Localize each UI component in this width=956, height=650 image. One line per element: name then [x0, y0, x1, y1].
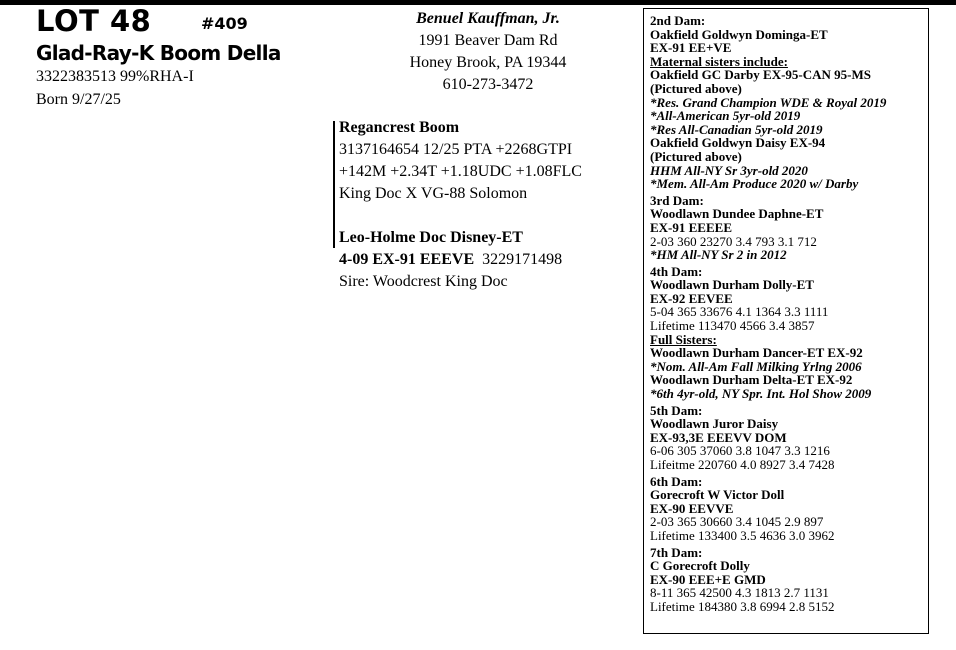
breeder-block [380, 8, 596, 96]
pedigree-line: 2nd Dam: [650, 13, 706, 28]
pedigree-box [643, 8, 929, 634]
pedigree-line: 6-06 305 37060 3.8 1047 3.3 1216 [650, 443, 830, 459]
dam-info [339, 251, 562, 269]
pedigree-line: EX-92 EEVEE [650, 290, 733, 306]
pedigree-line: Oakfield Goldwyn Daisy EX-94 [650, 135, 826, 151]
pedigree-line: Gorecroft W Victor Doll [650, 487, 785, 503]
pedigree-line: EX-91 EEEEE [650, 219, 732, 235]
breeder-city: Honey Brook, PA 19344 [409, 54, 567, 71]
pedigree-line: 8-11 365 42500 4.3 1813 2.7 1131 [650, 585, 829, 601]
dam-classification: 4-09 EX-91 EEEVE [339, 251, 475, 268]
pedigree-line: *Nom. All-Am Fall Milking Yrlng 2006 [650, 358, 862, 374]
pedigree-line: EX-93,3E EEEVV DOM [650, 429, 787, 445]
lot-label: LOT 48 [36, 4, 152, 38]
pedigree-line: Full Sisters: [650, 331, 717, 347]
pedigree-line: Woodlawn Juror Daisy [650, 416, 779, 432]
pedigree-line: Oakfield GC Darby EX-95-CAN 95-MS [650, 67, 871, 83]
dam-registration: 3229171498 [482, 251, 563, 268]
animal-registration: 3322383513 99%RHA-I [36, 68, 194, 85]
dam-sire: Sire: Woodcrest King Doc [339, 273, 508, 290]
pedigree-line: 5-04 365 33676 4.1 1364 3.3 1111 [650, 304, 829, 320]
pedigree-line: Woodlawn Durham Dolly-ET [650, 277, 814, 293]
breeder-name: Benuel Kauffman, Jr. [416, 10, 560, 27]
pedigree-line: Lifetime 184380 3.8 6994 2.8 5152 [650, 598, 835, 614]
dam-name: Leo-Holme Doc Disney-ET [339, 229, 523, 246]
pedigree-line: *Res All-Canadian 5yr-old 2019 [650, 121, 823, 137]
pedigree-line: *Mem. All-Am Produce 2020 w/ Darby [650, 176, 859, 192]
breeder-phone: 610-273-3472 [442, 76, 534, 93]
pedigree-line: Woodlawn Durham Delta-ET EX-92 [650, 372, 853, 388]
pedigree-line: Lifeitme 220760 4.0 8927 3.4 7428 [650, 457, 835, 472]
pedigree-line: *All-American 5yr-old 2019 [650, 108, 801, 124]
animal-name: Glad-Ray-K Boom Della [36, 41, 281, 65]
sire-bracket [333, 121, 335, 248]
pedigree-line: *Res. Grand Champion WDE & Royal 2019 [650, 94, 887, 110]
lot-number: #409 [201, 14, 248, 33]
pedigree-line: (Pictured above) [650, 80, 742, 96]
pedigree-line: Lifetime 133400 3.5 4636 3.0 3962 [650, 527, 835, 543]
pedigree-line: 2-03 360 23270 3.4 793 3.1 712 [650, 233, 817, 249]
animal-born-date: Born 9/27/25 [36, 91, 121, 108]
pedigree-line: 3rd Dam: [650, 192, 704, 208]
sire-pedigree: King Doc X VG-88 Solomon [339, 185, 528, 202]
pedigree-line: EX-90 EEE+E GMD [650, 571, 766, 587]
pedigree-line: *HM All-NY Sr 2 in 2012 [650, 247, 787, 263]
pedigree-line: HHM All-NY Sr 3yr-old 2020 [650, 162, 808, 178]
pedigree-line: C Gorecroft Dolly [650, 558, 750, 574]
pedigree-line: 6th Dam: [650, 473, 703, 489]
pedigree-line: 4th Dam: [650, 263, 703, 279]
pedigree-line: 7th Dam: [650, 544, 703, 560]
pedigree-line: Lifetime 113470 4566 3.4 3857 [650, 318, 815, 334]
pedigree-line: EX-91 EE+VE [650, 40, 732, 56]
pedigree-line: Maternal sisters include: [650, 53, 788, 69]
pedigree-line: (Pictured above) [650, 148, 742, 164]
pedigree-line: 2-03 365 30660 3.4 1045 2.9 897 [650, 514, 824, 530]
sire-proof: +142M +2.34T +1.18UDC +1.08FLC [339, 163, 582, 180]
sire-registration-pta: 3137164654 12/25 PTA +2268GTPI [339, 141, 573, 158]
breeder-address: 1991 Beaver Dam Rd [418, 32, 558, 49]
pedigree-line: Oakfield Goldwyn Dominga-ET [650, 26, 828, 42]
pedigree-line: Woodlawn Durham Dancer-ET EX-92 [650, 345, 863, 361]
pedigree-line: Woodlawn Dundee Daphne-ET [650, 206, 824, 222]
pedigree-line: 5th Dam: [650, 402, 703, 418]
pedigree-line: EX-90 EEVVE [650, 500, 734, 516]
pedigree-line: *6th 4yr-old, NY Spr. Int. Hol Show 2009 [650, 386, 872, 402]
sire-name: Regancrest Boom [339, 119, 460, 136]
